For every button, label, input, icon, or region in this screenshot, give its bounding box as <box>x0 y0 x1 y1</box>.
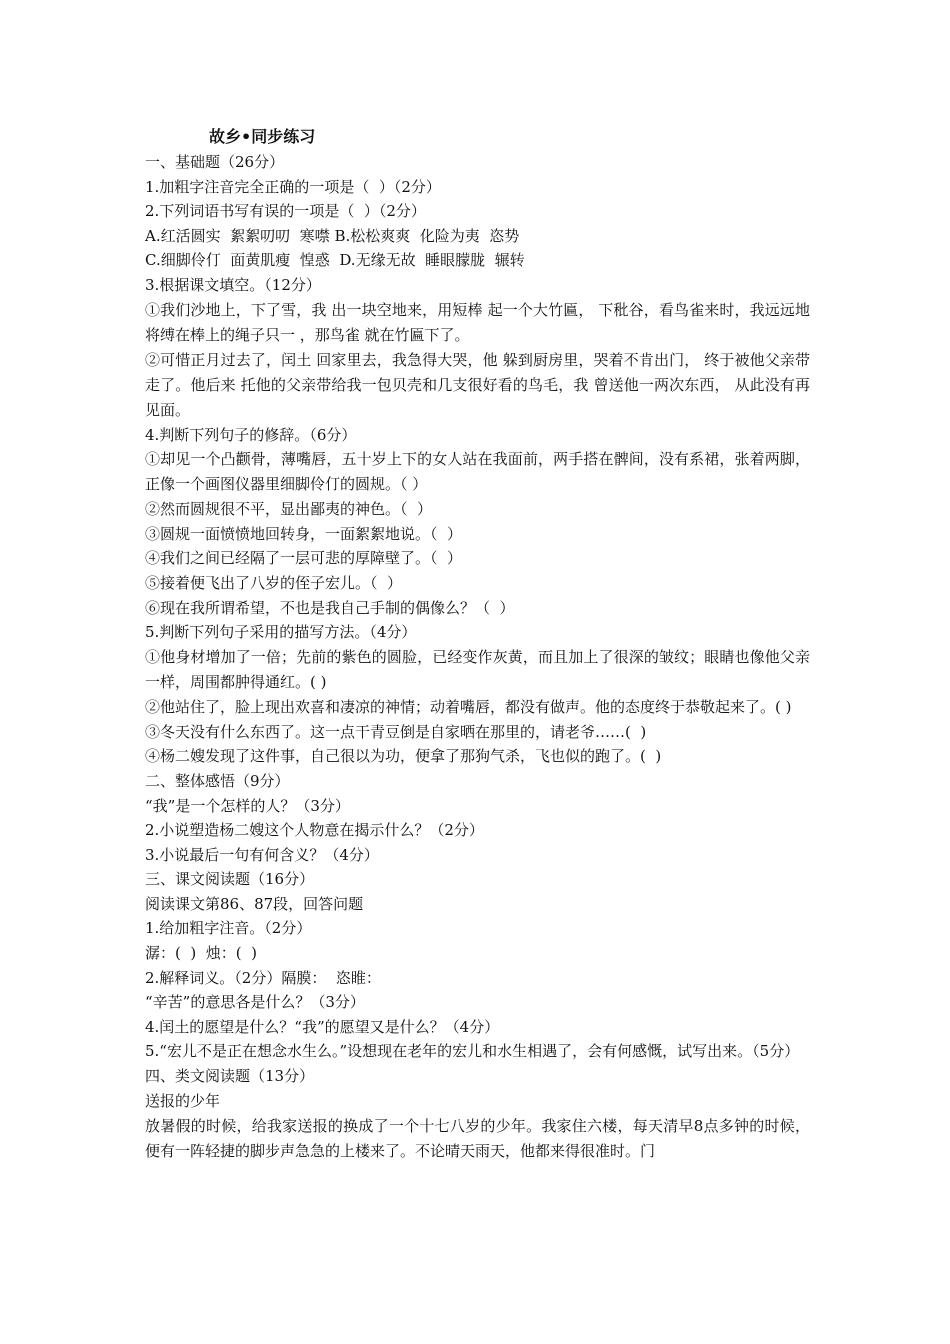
section-heading: 二、整体感悟（9分） <box>145 771 290 790</box>
question-line: 1.给加粗字注音。（2分） <box>145 919 312 938</box>
question-line: 2.下列词语书写有误的一项是（ ）（2分） <box>145 202 426 221</box>
question-line: 4.闰土的愿望是什么？“我”的愿望又是什么？（4分） <box>145 1017 500 1036</box>
question-line: 2.小说塑造杨二嫂这个人物意在揭示什么？（2分） <box>145 821 484 840</box>
question-line: 2.解释词义。（2分）隔膜： 恣睢： <box>145 968 381 987</box>
question-line: 1.加粗字注音完全正确的一项是（ ）（2分） <box>145 177 441 196</box>
sentence-item: ⑥现在我所谓希望，不也是我自己手制的偶像么？（ ） <box>145 598 515 617</box>
sentence-item: ②然而圆规很不平，显出鄙夷的神色。（ ） <box>145 500 433 519</box>
section-heading: 三、课文阅读题（16分） <box>145 870 315 889</box>
question-line: “我”是一个怎样的人？（3分） <box>145 796 350 815</box>
sentence-item: ⑤接着便飞出了八岁的侄子宏儿。（ ） <box>145 573 403 592</box>
article-paragraph: 放暑假的时候，给我家送报的换成了一个十七八岁的少年。我家住六楼，每天清早8点多钟的时候，便有一阵轻捷的脚步声急急的上楼来了。不论晴天雨天，他都来得很准时。门 <box>145 1116 810 1160</box>
question-line: “辛苦”的意思各是什么？（3分） <box>145 993 365 1012</box>
answer-line: 潺：( ) 烛：( ) <box>145 944 258 963</box>
option-line: A.红活圆实 絮絮叨叨 寒噤 B.松松爽爽 化险为夷 恣势 <box>145 226 520 245</box>
question-line: 3.小说最后一句有何含义？（4分） <box>145 845 379 864</box>
question-line: 5.“宏儿不是正在想念水生么。”设想现在老年的宏儿和水生相遇了，会有何感慨，试写出来。（5分） <box>145 1042 800 1061</box>
question-line: 4.判断下列句子的修辞。（6分） <box>145 425 357 444</box>
instruction-line: 阅读课文第86、87段，回答问题 <box>145 894 364 913</box>
sentence-item: ③圆规一面愤愤地回转身，一面絮絮地说。（ ） <box>145 524 463 543</box>
sentence-item: ④杨二嫂发现了这件事，自己很以为功，便拿了那狗气杀，飞也似的跑了。( ) <box>145 747 662 766</box>
question-line: 3.根据课文填空。（12分） <box>145 275 321 294</box>
sentence-item: ④我们之间已经隔了一层可悲的厚障壁了。（ ） <box>145 549 463 568</box>
document-title: 故乡•同步练习 <box>209 127 316 146</box>
sentence-item: ①却见一个凸颧骨，薄嘴唇，五十岁上下的女人站在我面前，两手搭在髀间，没有系裙，张着两脚，正像一个画图仪器里细脚伶仃的圆规。（ ） <box>145 450 810 494</box>
sentence-item: ③冬天没有什么东西了。这一点干青豆倒是自家晒在那里的，请老爷……( ) <box>145 722 647 741</box>
option-line: C.细脚伶仃 面黄肌瘦 惶惑 D.无缘无故 睡眼朦胧 辗转 <box>145 251 525 270</box>
article-title: 送报的少年 <box>145 1092 221 1111</box>
sentence-item: ①他身材增加了一倍；先前的紫色的圆脸，已经变作灰黄，而且加上了很深的皱纹；眼睛也像他父亲一样，周围都肿得通红。( ) <box>145 647 810 691</box>
sentence-item: ②他站住了，脸上现出欢喜和凄凉的神情；动着嘴唇，都没有做声。他的态度终于恭敬起来了。( ) <box>145 697 792 716</box>
fill-blank-paragraph: ①我们沙地上，下了雪，我 出一块空地来，用短棒 起一个大竹匾， 下秕谷，看鸟雀来时，我远远地将缚在棒上的绳子只一 ，那鸟雀 就在竹匾下了。 <box>145 300 810 344</box>
fill-blank-paragraph: ②可惜正月过去了，闰土 回家里去，我急得大哭，他 躲到厨房里，哭着不肯出门， 终于被他父亲带走了。他后来 托他的父亲带给我一包贝壳和几支很好看的鸟毛，我 曾送他一两次东西， 从此没有再见面。 <box>145 350 810 419</box>
section-heading: 四、类文阅读题（13分） <box>145 1067 315 1086</box>
document-page <box>145 125 810 1164</box>
question-line: 5.判断下列句子采用的描写方法。（4分） <box>145 623 417 642</box>
section-heading: 一、基础题（26分） <box>145 153 285 171</box>
